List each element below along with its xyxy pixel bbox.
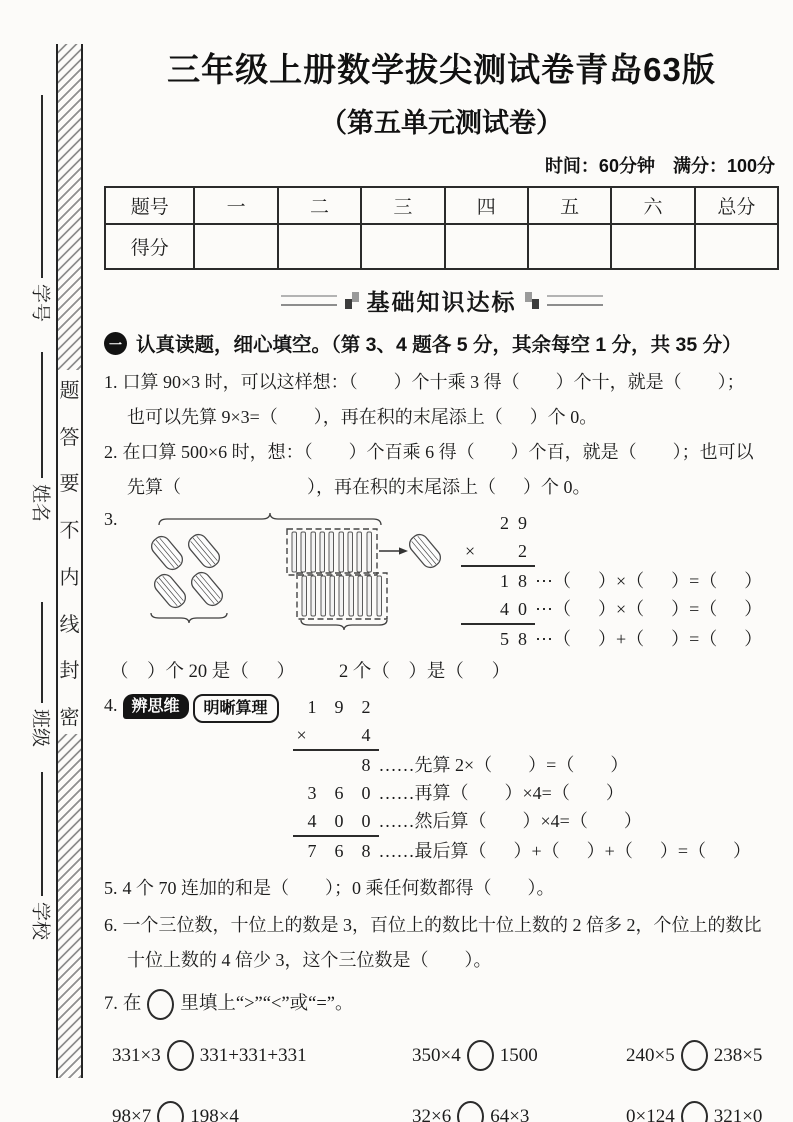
score-header-cell: 六 (611, 187, 694, 224)
comparison-right: 64×3 (490, 1105, 530, 1122)
field-school-blank-line (41, 772, 43, 896)
mult-note: ⋯（ ）×（ ）=（ ） (535, 571, 763, 591)
question-1 (104, 365, 779, 435)
question-text: 十位上数的 4 倍少 3，这个三位数是（ ）。 (127, 950, 492, 970)
question-3 (104, 509, 779, 683)
question-number: 7. (104, 994, 118, 1014)
score-empty-cell (445, 224, 528, 269)
mult-note: ⋯（ ）+（ ）=（ ） (535, 629, 763, 649)
partial-product: 1 8 (500, 571, 527, 591)
field-student-id (31, 95, 53, 328)
score-header-cell: 总分 (695, 187, 778, 224)
comparison-left: 32×6 (412, 1105, 452, 1122)
score-empty-cell (194, 224, 277, 269)
exam-content (100, 0, 793, 1122)
hatch-bottom-segment (58, 734, 81, 1078)
partial-product: 8 (361, 755, 371, 775)
banner-line-right (547, 295, 603, 306)
question-text: 在口算 500×6 时，想：（ ）个百乘 6 得（ ）个百，就是（ ）；也可以 (122, 442, 754, 462)
comparison-left: 350×4 (412, 1044, 461, 1066)
field-school (31, 772, 53, 946)
comparison-left: 0×124 (626, 1105, 675, 1122)
field-student-id-blank-line (41, 95, 43, 278)
question-text: 在 (122, 994, 142, 1014)
q3-caption-right: 2 个（ ）是（ ） (339, 662, 511, 682)
hatch-top-segment (58, 44, 81, 370)
comparison-item (626, 1040, 779, 1071)
question-number: 4. (104, 695, 118, 715)
comparison-item (112, 1040, 412, 1071)
score-header-cell: 一 (194, 187, 277, 224)
score-header-cell: 题号 (105, 187, 194, 224)
mult-note: ……然后算（ ）×4=（ ） (378, 811, 642, 831)
question-text: 先算（ ），再在积的末尾添上（ ）个 0。 (127, 477, 591, 497)
field-class (31, 602, 53, 753)
comparison-circle (147, 989, 174, 1020)
question-4 (104, 693, 779, 865)
partial-product: 4 0 0 (293, 807, 379, 837)
mult-note: ⋯（ ）×（ ）=（ ） (535, 599, 763, 619)
section-title: 认真读题，细心填空。（第 3、4 题各 5 分，其余每空 1 分，共 35 分） (136, 334, 742, 356)
score-empty-cell (278, 224, 361, 269)
seal-char: 不 (59, 520, 80, 543)
mult-factor: 2 (518, 541, 527, 561)
question-number: 2. (104, 442, 118, 462)
question-number: 1. (104, 372, 118, 392)
seal-char: 内 (59, 566, 80, 589)
partial-product: 4 0 (461, 595, 535, 625)
mult-operand-top: 2 9 (500, 513, 527, 533)
field-school-label: 学校 (29, 901, 51, 941)
seal-char: 题 (59, 380, 80, 402)
score-empty-cell (528, 224, 611, 269)
question-number: 5. (104, 878, 118, 898)
question-text: 一个三位数，十位上的数是 3，百位上的数比十位上数的 2 倍多 2，个位上的数比 (122, 915, 762, 935)
comparison-left: 240×5 (626, 1044, 675, 1066)
seal-line-text (58, 370, 81, 734)
comparison-circle (157, 1101, 184, 1122)
score-table (104, 186, 779, 270)
multiply-sign: × (465, 541, 476, 561)
seal-char: 密 (59, 706, 80, 729)
comparison-circle (467, 1040, 494, 1071)
q4-vertical-multiplication (293, 693, 751, 865)
under-brace-right (301, 620, 387, 630)
score-header-cell: 二 (278, 187, 361, 224)
seal-hatch-band (56, 44, 83, 1078)
question-text: 4 个 70 连加的和是（ ）；0 乘任何数都得（ ）。 (122, 878, 555, 898)
mult-note: ……先算 2×（ ）=（ ） (378, 755, 629, 775)
score-empty-cell (361, 224, 444, 269)
field-name-label: 姓名 (29, 483, 51, 523)
score-row-label: 得分 (105, 224, 194, 269)
score-table-header-row (105, 187, 778, 224)
comparison-circle (457, 1101, 484, 1122)
section-1-heading (104, 329, 779, 357)
comparison-circle (681, 1040, 708, 1071)
q3-caption-left: （ ）个 20 是（ ） (110, 662, 296, 682)
seal-char: 封 (59, 660, 80, 683)
question-text: 里填上“>”“<”或“=”。 (180, 994, 354, 1014)
comparison-left: 98×7 (112, 1105, 152, 1122)
question-number: 3. (104, 509, 118, 529)
comparison-right: 321×0 (713, 1105, 763, 1122)
field-class-label: 班级 (29, 708, 51, 748)
comparison-left: 331×3 (112, 1044, 161, 1066)
banner-line-left (281, 295, 337, 306)
multiply-sign: × (296, 725, 307, 745)
comparison-item (112, 1101, 412, 1122)
badge-reasoning: 明晰算理 (193, 694, 279, 723)
section-number-circle: 一 (104, 332, 127, 355)
banner-ornament-right (524, 292, 540, 310)
seal-margin (0, 0, 100, 1122)
banner-ornament-left (344, 292, 360, 310)
question-5 (104, 871, 779, 906)
score-header-cell: 三 (361, 187, 444, 224)
score-empty-cell (695, 224, 778, 269)
mult-note: ……最后算（ ）+（ ）+（ ）=（ ） (378, 841, 751, 861)
question-2 (104, 435, 779, 505)
exam-meta: 时间：60分钟 满分：100分 (544, 156, 775, 176)
comparison-right: 331+331+331 (199, 1044, 307, 1066)
comparison-item (626, 1101, 779, 1122)
score-table-score-row (105, 224, 778, 269)
arrow-head (399, 547, 408, 554)
question-7 (104, 984, 779, 1122)
score-header-cell: 四 (445, 187, 528, 224)
comparison-right: 198×4 (190, 1105, 239, 1122)
score-empty-cell (611, 224, 694, 269)
seal-char: 线 (59, 613, 80, 636)
sticks-diagram (129, 509, 459, 633)
field-class-blank-line (41, 602, 43, 703)
comparison-item (412, 1040, 626, 1071)
question-text: 也可以先算 9×3=（ ），再在积的末尾添上（ ）个 0。 (127, 407, 598, 427)
page-title: 三年级上册数学拔尖测试卷青岛63版 (167, 51, 716, 88)
comparison-grid (112, 1040, 779, 1122)
field-name (31, 352, 53, 528)
seal-char: 要 (59, 473, 80, 496)
mult-operator-row (461, 537, 535, 567)
q3-caption (104, 657, 779, 683)
question-6 (104, 908, 779, 978)
comparison-circle (681, 1101, 708, 1122)
question-number: 6. (104, 915, 118, 935)
q3-vertical-multiplication (461, 509, 762, 653)
comparison-circle (167, 1040, 194, 1071)
mult-note: ……再算（ ）×4=（ ） (378, 783, 624, 803)
banner-title: 基础知识达标 (366, 289, 517, 315)
comparison-right: 238×5 (713, 1044, 763, 1066)
mult-operand-top: 1 9 2 (307, 697, 371, 717)
question-text: 口算 90×3 时，可以这样想：（ ）个十乘 3 得（ ）个十，就是（ ）； (122, 372, 745, 392)
mult-operator-row (293, 721, 379, 751)
section-banner (104, 284, 779, 317)
partial-product: 3 6 0 (307, 783, 371, 803)
seal-char: 答 (59, 426, 80, 449)
score-header-cell: 五 (528, 187, 611, 224)
field-student-id-label: 学号 (29, 283, 51, 323)
product-total: 7 6 8 (307, 841, 371, 861)
over-brace (159, 513, 381, 525)
comparison-item (412, 1101, 626, 1122)
field-name-blank-line (41, 352, 43, 478)
mult-factor: 4 (361, 725, 371, 745)
badge-thinking: 辨思维 (123, 694, 189, 719)
page-subtitle: （第五单元测试卷） (320, 108, 563, 138)
comparison-right: 1500 (499, 1044, 538, 1066)
product-total: 5 8 (500, 629, 527, 649)
under-brace-left (151, 613, 227, 623)
